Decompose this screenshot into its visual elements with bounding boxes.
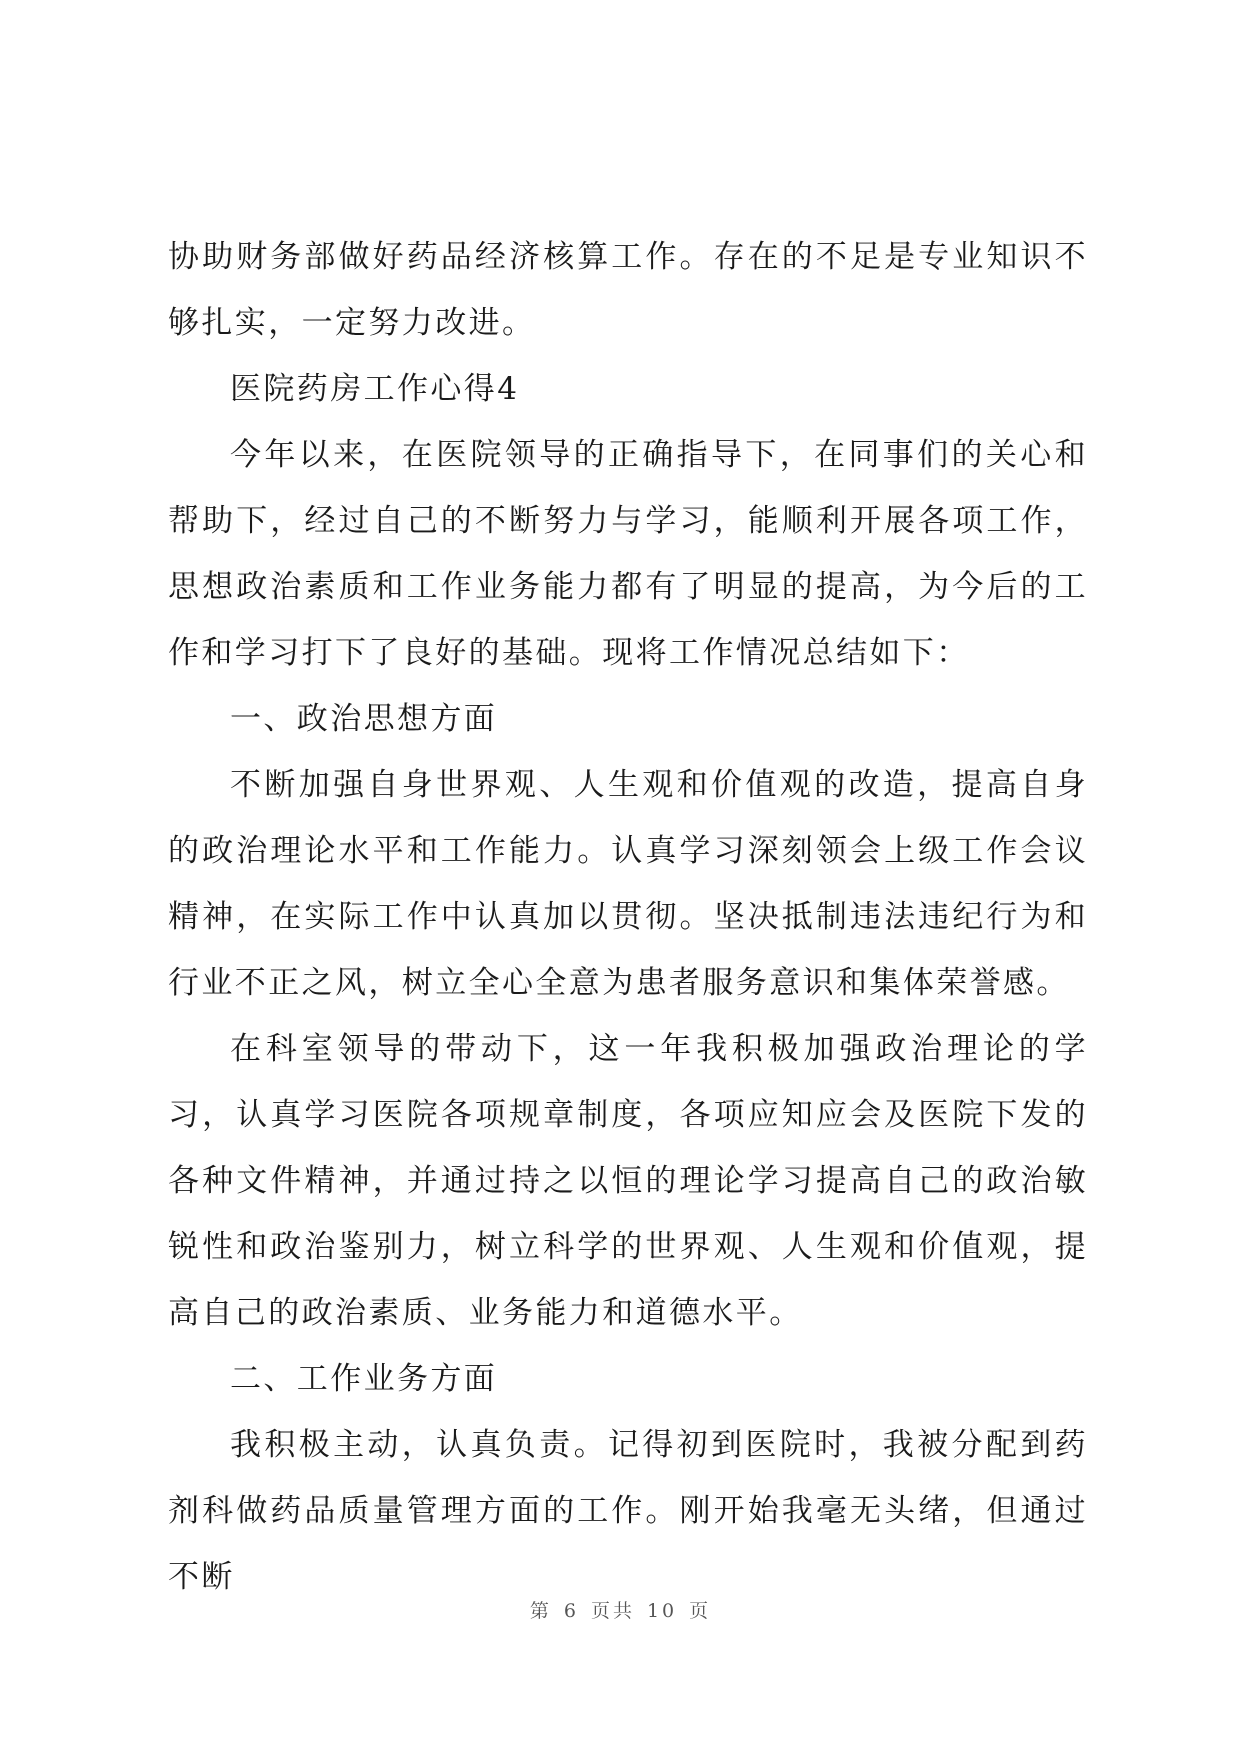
page-footer xyxy=(0,1596,1241,1623)
page-label-prefix: 第 xyxy=(529,1600,552,1622)
section-title: 医院药房工作心得4 xyxy=(230,371,520,407)
paragraph-political-1: 不断加强自身世界观、人生观和价值观的改造，提高自身的政治理论水平和工作能力。认真学习深刻领会上级工作会议精神，在实际工作中认真加以贯彻。坚决抵制违法违纪行为和行业不正之风，树立全心全意为患者服务意识和集体荣誉感。 xyxy=(168,767,1088,1001)
heading-political-thought: 一、政治思想方面 xyxy=(230,701,498,737)
paragraph-political-2: 在科室领导的带动下，这一年我积极加强政治理论的学习，认真学习医院各项规章制度，各项应知应会及医院下发的各种文件精神，并通过持之以恒的理论学习提高自己的政治敏锐性和政治鉴别力，树立科学的世界观、人生观和价值观，提高自己的政治素质、业务能力和道德水平。 xyxy=(168,1031,1088,1331)
page-total: 10 xyxy=(646,1600,678,1622)
paragraph-continuation: 协助财务部做好药品经济核算工作。存在的不足是专业知识不够扎实，一定努力改进。 xyxy=(168,239,1088,341)
page-label-suffix: 页 xyxy=(689,1600,712,1622)
heading-work-business: 二、工作业务方面 xyxy=(230,1361,498,1397)
document-body xyxy=(168,224,1088,1610)
paragraph-work-1: 我积极主动，认真负责。记得初到医院时，我被分配到药剂科做药品质量管理方面的工作。刚开始我毫无头绪，但通过不断 xyxy=(168,1427,1088,1595)
page-label-middle: 页共 xyxy=(590,1600,635,1622)
paragraph-intro: 今年以来，在医院领导的正确指导下，在同事们的关心和帮助下，经过自己的不断努力与学习，能顺利开展各项工作，思想政治素质和工作业务能力都有了明显的提高，为今后的工作和学习打下了良好的基础。现将工作情况总结如下： xyxy=(168,437,1088,671)
page-current: 6 xyxy=(563,1600,579,1622)
